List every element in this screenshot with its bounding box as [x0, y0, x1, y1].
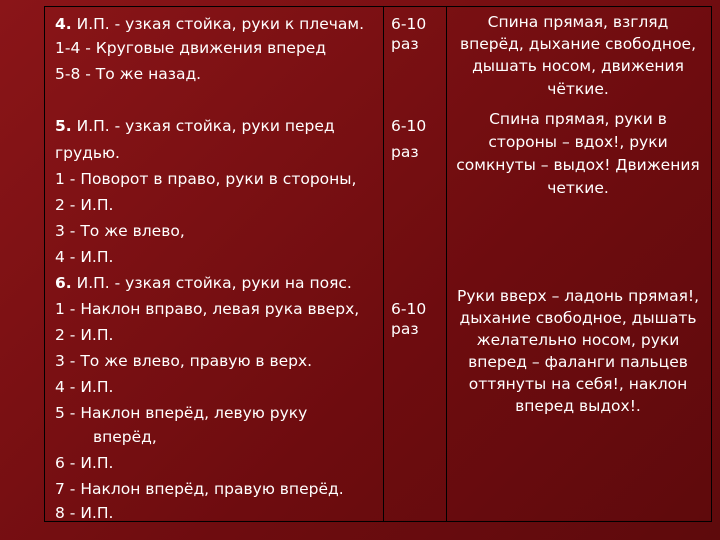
instruction-line: Руки вверх – ладонь прямая!, — [456, 287, 700, 305]
instruction-line: Спина прямая, взгляд — [487, 13, 669, 31]
exercise-line: 1 - Наклон вправо, левая рука вверх, — [55, 300, 360, 318]
instructions-column — [446, 7, 713, 521]
exercise-description-column — [45, 7, 383, 521]
instruction-line: вперед выдох!. — [515, 397, 641, 415]
exercise-line: 7 - Наклон вперёд, правую вперёд. — [55, 480, 344, 498]
exercise-line: 3 - То же влево, — [55, 222, 185, 240]
repetitions-column — [383, 7, 446, 521]
exercise-line: 4 - И.П. — [55, 378, 114, 396]
exercise-line: грудью. — [55, 144, 120, 162]
repetitions-unit: раз — [391, 143, 419, 161]
instruction-line: желательно носом, руки — [476, 331, 680, 349]
exercise-line: 4 - И.П. — [55, 248, 114, 266]
exercise-line: 2 - И.П. — [55, 196, 114, 214]
instruction-line: чёткие. — [547, 80, 609, 98]
exercise-line: 8 - И.П. — [55, 504, 114, 522]
exercise-line: 5 - Наклон вперёд, левую руку — [55, 404, 308, 422]
exercise-line: 2 - И.П. — [55, 326, 114, 344]
exercise-line: 1-4 - Круговые движения вперед — [55, 39, 327, 57]
instruction-line: оттянуты на себя!, наклон — [468, 375, 688, 393]
exercise-line: 1 - Поворот в право, руки в стороны, — [55, 170, 357, 188]
exercise-line: 5-8 - То же назад. — [55, 65, 202, 83]
instruction-line: дышать носом, движения — [472, 57, 684, 75]
exercise-line: 3 - То же влево, правую в верх. — [55, 352, 313, 370]
repetitions-count: 6-10 — [391, 117, 427, 135]
repetitions-unit: раз — [391, 35, 419, 53]
instruction-line: стороны – вдох!, руки — [488, 133, 668, 151]
repetitions-count: 6-10 — [391, 300, 427, 318]
exercise-line-continuation: вперёд, — [93, 428, 157, 446]
instruction-line: дыхание свободное, дышать — [459, 309, 697, 327]
exercise-4-title: 4. И.П. - узкая стойка, руки к плечам. — [55, 15, 365, 33]
instruction-line: вперёд, дыхание свободное, — [459, 35, 697, 53]
exercise-5-title: 5. И.П. - узкая стойка, руки перед — [55, 117, 335, 135]
exercise-table — [44, 6, 712, 522]
instruction-line: четкие. — [547, 179, 609, 197]
repetitions-unit: раз — [391, 320, 419, 338]
repetitions-count: 6-10 — [391, 15, 427, 33]
exercise-6-title: 6. И.П. - узкая стойка, руки на пояс. — [55, 274, 352, 292]
instruction-line: сомкнуты – выдох! Движения — [456, 156, 700, 174]
instruction-line: Спина прямая, руки в — [489, 110, 667, 128]
instruction-line: вперед – фаланги пальцев — [468, 353, 688, 371]
exercise-line: 6 - И.П. — [55, 454, 114, 472]
